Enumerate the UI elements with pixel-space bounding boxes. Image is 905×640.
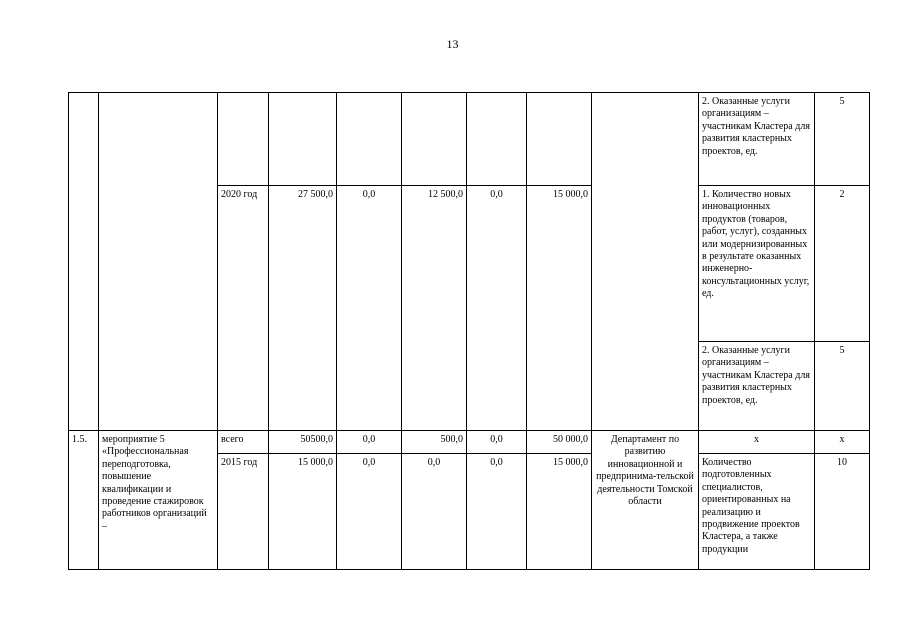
year-cell: всего	[218, 431, 269, 454]
total-cell: 27 500,0	[269, 186, 337, 431]
regional-cell: 500,0	[402, 431, 467, 454]
year-cell	[218, 93, 269, 186]
indicator-cell: 2. Оказанные услуги организациям – участникам Кластера для развития кластерных проектов, ед.	[699, 342, 815, 431]
regional-cell	[402, 93, 467, 186]
federal-cell: 0,0	[337, 186, 402, 431]
local-cell	[467, 93, 527, 186]
other-cell: 15 000,0	[527, 454, 592, 570]
federal-cell: 0,0	[337, 454, 402, 570]
table-row	[69, 431, 870, 454]
total-cell: 50500,0	[269, 431, 337, 454]
local-cell: 0,0	[467, 431, 527, 454]
indicator-value-cell: х	[815, 431, 870, 454]
year-cell: 2020 год	[218, 186, 269, 431]
other-cell: 50 000,0	[527, 431, 592, 454]
indicator-cell: 1. Количество новых инновационных продуктов (товаров, работ, услуг), созданных или модернизированных в результате оказанных инженерно-консультационных услуг, ед.	[699, 186, 815, 342]
indicator-cell: х	[699, 431, 815, 454]
page-number: 13	[446, 37, 459, 51]
indicator-value-cell: 2	[815, 186, 870, 342]
federal-cell: 0,0	[337, 431, 402, 454]
total-cell: 15 000,0	[269, 454, 337, 570]
indicator-value-cell: 10	[815, 454, 870, 570]
local-cell: 0,0	[467, 454, 527, 570]
activity-cell	[99, 93, 218, 431]
indicator-value-cell: 5	[815, 342, 870, 431]
federal-cell	[337, 93, 402, 186]
indicator-cell: Количество подготовленных специалистов, ориентированных на реализацию и продвижение проектов Кластера, а также продукции	[699, 454, 815, 570]
code-cell	[69, 93, 99, 431]
indicator-value-cell: 5	[815, 93, 870, 186]
local-cell: 0,0	[467, 186, 527, 431]
regional-cell: 12 500,0	[402, 186, 467, 431]
year-cell: 2015 год	[218, 454, 269, 570]
indicator-cell: 2. Оказанные услуги организациям – участникам Кластера для развития кластерных проектов, ед.	[699, 93, 815, 186]
executor-cell	[592, 93, 699, 431]
regional-cell: 0,0	[402, 454, 467, 570]
other-cell	[527, 93, 592, 186]
executor-cell: Департамент по развитию инновационной и предпринима-тельской деятельности Томской области	[592, 431, 699, 570]
code-cell: 1.5.	[69, 431, 99, 570]
table-row	[69, 93, 870, 186]
total-cell	[269, 93, 337, 186]
other-cell: 15 000,0	[527, 186, 592, 431]
activity-cell: мероприятие 5 «Профессиональная переподготовка, повышение квалификации и проведение стажировок работников организаций –	[99, 431, 218, 570]
program-activities-table	[68, 92, 870, 570]
